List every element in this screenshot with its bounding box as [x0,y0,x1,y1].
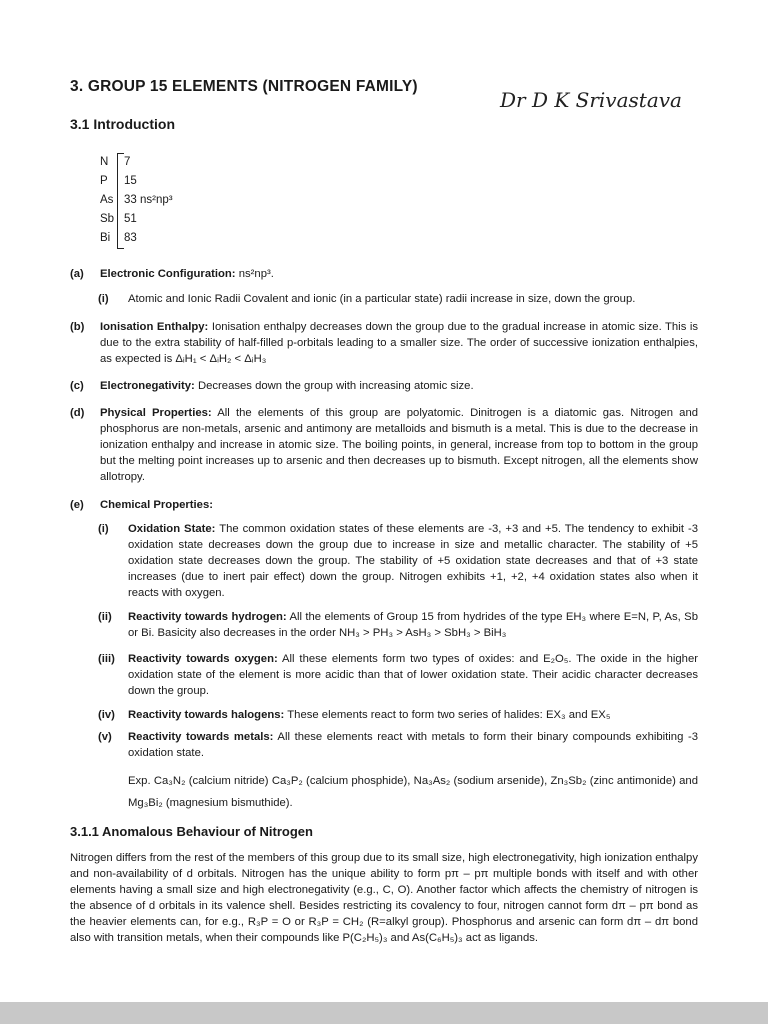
item-label: Reactivity towards metals: [128,731,274,743]
element-list [100,153,173,248]
element-symbol: Sb [100,213,115,225]
example-text: Exp. Ca₃N₂ (calcium nitride) Ca₃P₂ (calcium phosphide), Na₃As₂ (sodium arsenide), Zn₃Sb₂ (zinc antimonide) and Mg₃Bi₂ (magnesium bismuthide). [128,775,698,809]
item-marker: (iii) [98,653,115,665]
bracket [117,172,124,191]
item-reactivity-halogens [98,707,698,723]
element-row [100,191,173,210]
element-row [100,153,173,172]
item-label: Physical Properties: [100,407,212,419]
item-marker: (i) [98,293,109,305]
item-text: All these elements form two types of oxides: and E₂O₅. The oxide in the higher oxidation state of the element is more acidic than that of lower oxidation state. Their acidic character decreases down the group. [128,653,699,697]
page-title: 3. GROUP 15 ELEMENTS (NITROGEN FAMILY) [70,78,418,95]
footer-bar [0,1002,768,1024]
element-value: 15 [124,175,137,187]
item-marker: (i) [98,523,109,535]
item-text: Ionisation enthalpy decreases down the group due to the gradual increase in atomic size. This is due to the extra stability of half-filled p-orbitals leading to a smaller size. The order of successive ionization enthalpies, as expected is ΔᵢH₁ < ΔᵢH₂ < ΔᵢH₃ [100,321,698,365]
item-marker: (b) [70,321,85,333]
item-label: Chemical Properties: [100,499,214,511]
item-oxidation-state [98,521,698,601]
metals-example [98,770,698,814]
item-label: Reactivity towards hydrogen: [128,611,287,623]
item-text: ns²np³. [238,268,274,280]
element-value: 83 [124,232,137,244]
item-atomic-radii [98,291,698,307]
bracket [117,191,124,210]
item-label: Reactivity towards halogens: [128,709,285,721]
item-marker: (iv) [98,709,115,721]
item-marker: (c) [70,380,84,392]
author-signature: Dr D K Srivastava [500,88,682,112]
bracket [117,210,124,229]
item-marker: (d) [70,407,85,419]
item-text: Atomic and Ionic Radii Covalent and ionic (in a particular state) radii increase in size, down the group. [128,293,636,305]
element-symbol: P [100,175,108,187]
item-chemical-properties [70,497,698,513]
item-text: These elements react to form two series of halides: EX₃ and EX₅ [287,709,611,721]
item-text: All the elements of this group are polyatomic. Dinitrogen is a diatomic gas. Nitrogen and phosphorus are non-metals, arsenic and antimony are metalloids and bismuth is a metal. This is due to the decrease in ionization enthalpy and increase in atomic size. The boiling points, in general, increase from top to bottom in the group but the melting point increases up to arsenic and then decreases up to bismuth. Except nitrogen, all the elements show allotropy. [100,407,699,483]
bracket [117,229,124,249]
element-symbol: Bi [100,232,111,244]
item-marker: (a) [70,268,84,280]
item-label: Electronegativity: [100,380,195,392]
element-symbol: As [100,194,114,206]
item-text: All these elements react with metals to form their binary compounds exhibiting -3 oxidation state. [128,731,699,759]
anomalous-heading: 3.1.1 Anomalous Behaviour of Nitrogen [70,824,313,839]
element-row [100,172,173,191]
item-text: Decreases down the group with increasing atomic size. [197,380,474,392]
intro-heading: 3.1 Introduction [70,116,175,132]
item-label: Oxidation State: [128,523,216,535]
item-label: Reactivity towards oxygen: [128,653,278,665]
element-value: 33 ns²np³ [124,194,173,206]
element-value: 7 [124,156,131,168]
element-row [100,210,173,229]
item-marker: (ii) [98,611,112,623]
bracket [117,153,124,173]
element-symbol: N [100,156,109,168]
item-label: Ionisation Enthalpy: [100,321,209,333]
element-row [100,229,173,248]
item-text: All the elements of Group 15 from hydrides of the type EH₃ where E=N, P, As, Sb or Bi. Basicity also decreases in the order NH₃ > PH₃ > AsH₃ > SbH₃ > BiH₃ [128,611,698,639]
item-label: Electronic Configuration: [100,268,236,280]
item-electronic-configuration [70,266,698,282]
item-electronegativity [70,378,698,394]
item-text: The common oxidation states of these elements are -3, +3 and +5. The tendency to exhibit -3 oxidation state decreases down the group due to increase in size and metallic character. The stability of +5 oxidation state decreases down the group. The stability of +5 oxidation state decreases and that of +3 state increases (due to inert pair effect) down the group. Nitrogen exhibits +1, +2, +4 oxidation states also when it reacts with oxygen. [128,523,699,599]
item-reactivity-hydrogen [98,609,698,641]
item-reactivity-oxygen [98,651,698,699]
item-marker: (e) [70,499,84,511]
anomalous-paragraph: Nitrogen differs from the rest of the members of this group due to its small size, high electronegativity, high ionization enthalpy and non-availability of d orbitals. Nitrogen has the unique ability to form pπ – pπ multiple bonds with itself and with other elements having a small size and high electronegativity (e.g., C, O). Another factor which affects the chemistry of nitrogen is the absence of d orbitals in its valence shell. Besides restricting its covalency to four, nitrogen cannot form dπ – pπ bond as the heavier elements can, for e.g., R₃P = O or R₃P = CH₂ (R=alkyl group). Phosphorus and arsenic can form dπ – dπ bond also with transition metals, when their compounds like P(C₂H₅)₃ and As(C₆H₅)₃ act as ligands. [70,852,698,944]
item-ionisation-enthalpy [70,319,698,367]
element-value: 51 [124,213,137,225]
item-reactivity-metals [98,729,698,761]
item-physical-properties [70,405,698,485]
item-marker: (v) [98,731,112,743]
